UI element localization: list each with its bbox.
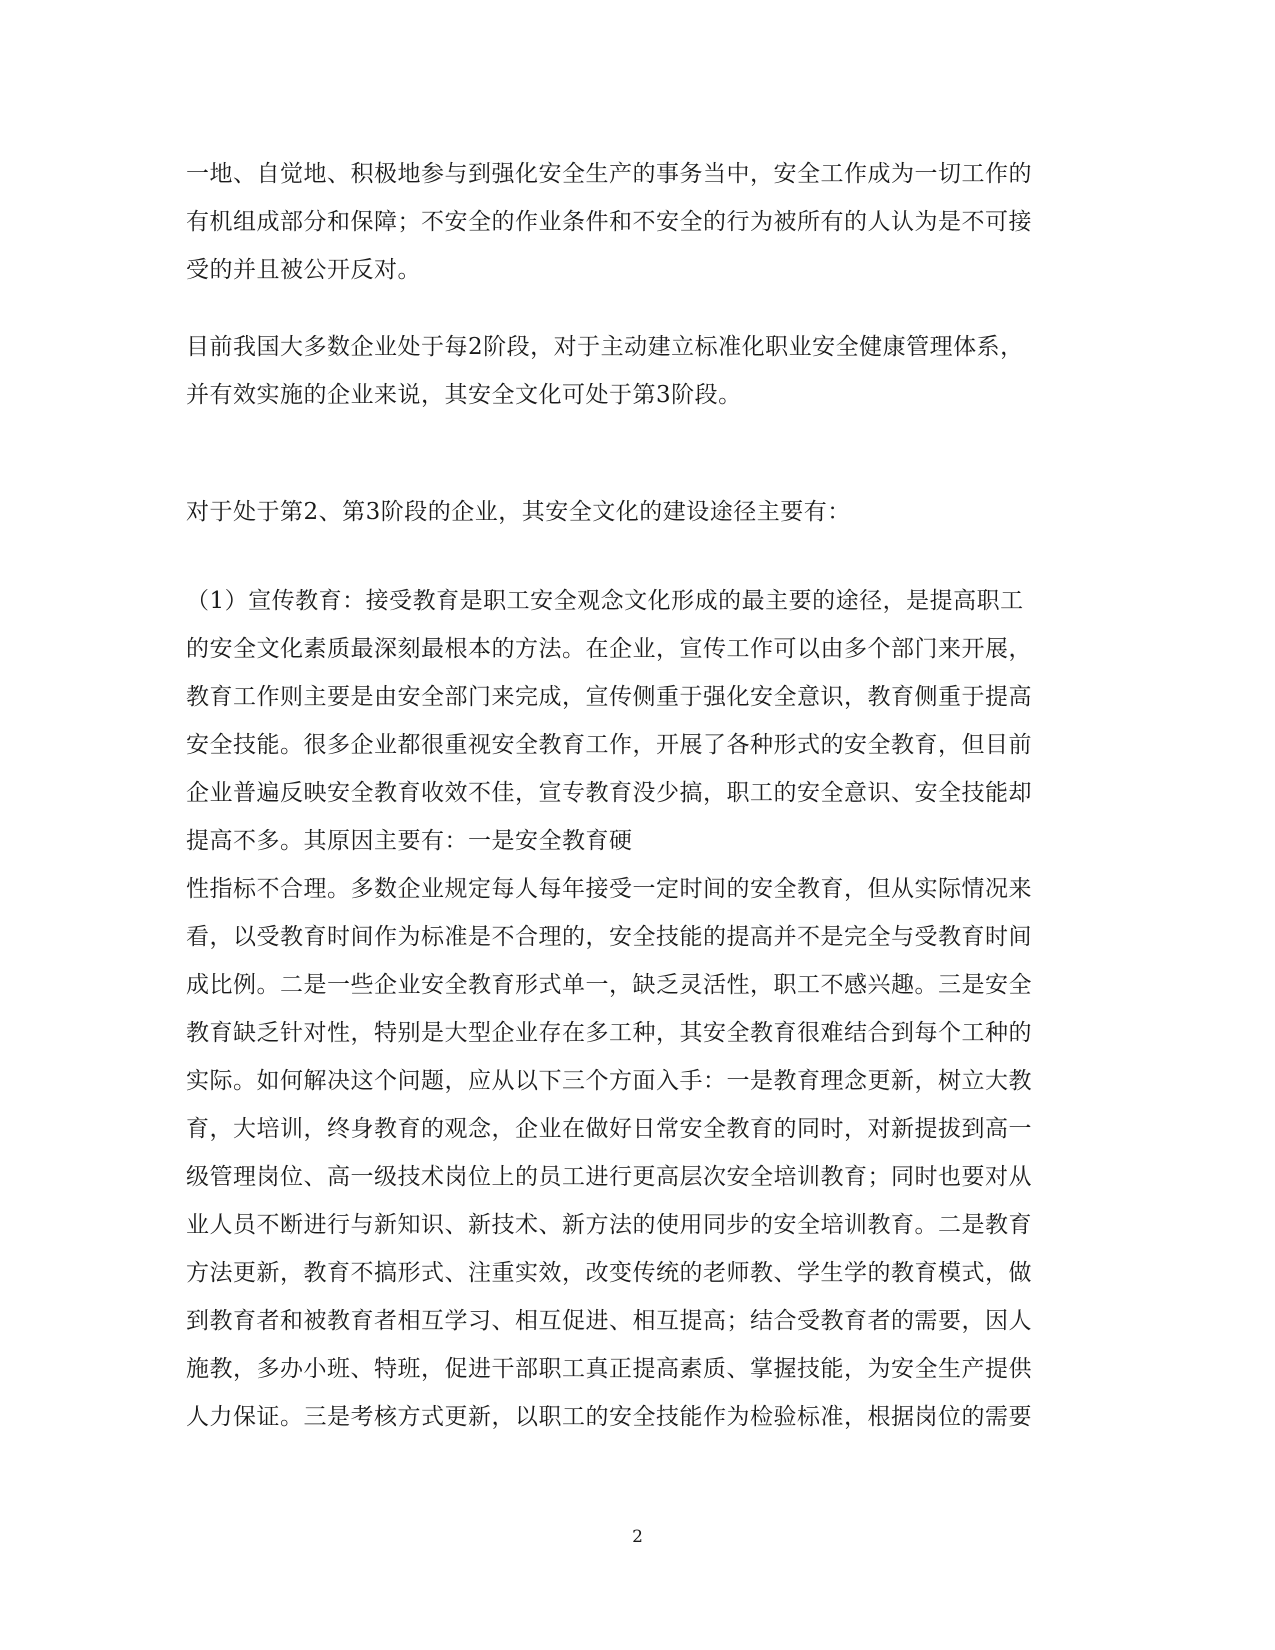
text-line: 到教育者和被教育者相互学习、相互促进、相互提高；结合受教育者的需要，因人 [186,1308,1032,1334]
text-line: 的安全文化素质最深刻最根本的方法。在企业，宣传工作可以由多个部门来开展， [186,636,1032,662]
text-line: 人力保证。三是考核方式更新，以职工的安全技能作为检验标准，根据岗位的需要 [186,1404,1032,1430]
paragraph-1 [186,150,1086,294]
text-line: 级管理岗位、高一级技术岗位上的员工进行更高层次安全培训教育；同时也要对从 [186,1164,1032,1190]
page-number: 2 [632,1527,643,1547]
text-line: 对于处于第2、第3阶段的企业，其安全文化的建设途径主要有： [186,499,851,525]
text-line: 受的并且被公开反对。 [186,257,421,283]
text-line: 看，以受教育时间作为标准是不合理的，安全技能的提高并不是完全与受教育时间 [186,924,1032,950]
text-line: 施教，多办小班、特班，促进干部职工真正提高素质、掌握技能，为安全生产提供 [186,1356,1032,1382]
text-line: 成比例。二是一些企业安全教育形式单一，缺乏灵活性，职工不感兴趣。三是安全 [186,972,1032,998]
text-line: 提高不多。其原因主要有：一是安全教育硬 [186,828,633,854]
text-line: 实际。如何解决这个问题，应从以下三个方面入手：一是教育理念更新，树立大教 [186,1068,1032,1094]
paragraph-4 [186,577,1086,1441]
text-line: 安全技能。很多企业都很重视安全教育工作，开展了各种形式的安全教育，但目前 [186,732,1032,758]
text-line: 目前我国大多数企业处于每2阶段，对于主动建立标准化职业安全健康管理体系， [186,334,1024,360]
paragraph-2 [186,323,1086,419]
text-line: 有机组成部分和保障；不安全的作业条件和不安全的行为被所有的人认为是不可接 [186,209,1032,235]
text-line: 业人员不断进行与新知识、新技术、新方法的使用同步的安全培训教育。二是教育 [186,1212,1032,1238]
text-line: 企业普遍反映安全教育收效不佳，宣专教育没少搞，职工的安全意识、安全技能却 [186,780,1032,806]
text-line: （1）宣传教育：接受教育是职工安全观念文化形成的最主要的途径，是提高职工 [186,588,1024,614]
text-line: 教育工作则主要是由安全部门来完成，宣传侧重于强化安全意识，教育侧重于提高 [186,684,1032,710]
text-line: 育，大培训，终身教育的观念，企业在做好日常安全教育的同时，对新提拔到高一 [186,1116,1032,1142]
text-line: 方法更新，教育不搞形式、注重实效，改变传统的老师教、学生学的教育模式，做 [186,1260,1032,1286]
text-line: 教育缺乏针对性，特别是大型企业存在多工种，其安全教育很难结合到每个工种的 [186,1020,1032,1046]
text-line: 性指标不合理。多数企业规定每人每年接受一定时间的安全教育，但从实际情况来 [186,876,1032,902]
paragraph-3 [186,488,1086,536]
text-line: 并有效实施的企业来说，其安全文化可处于第3阶段。 [186,382,742,408]
text-line: 一地、自觉地、积极地参与到强化安全生产的事务当中，安全工作成为一切工作的 [186,161,1032,187]
